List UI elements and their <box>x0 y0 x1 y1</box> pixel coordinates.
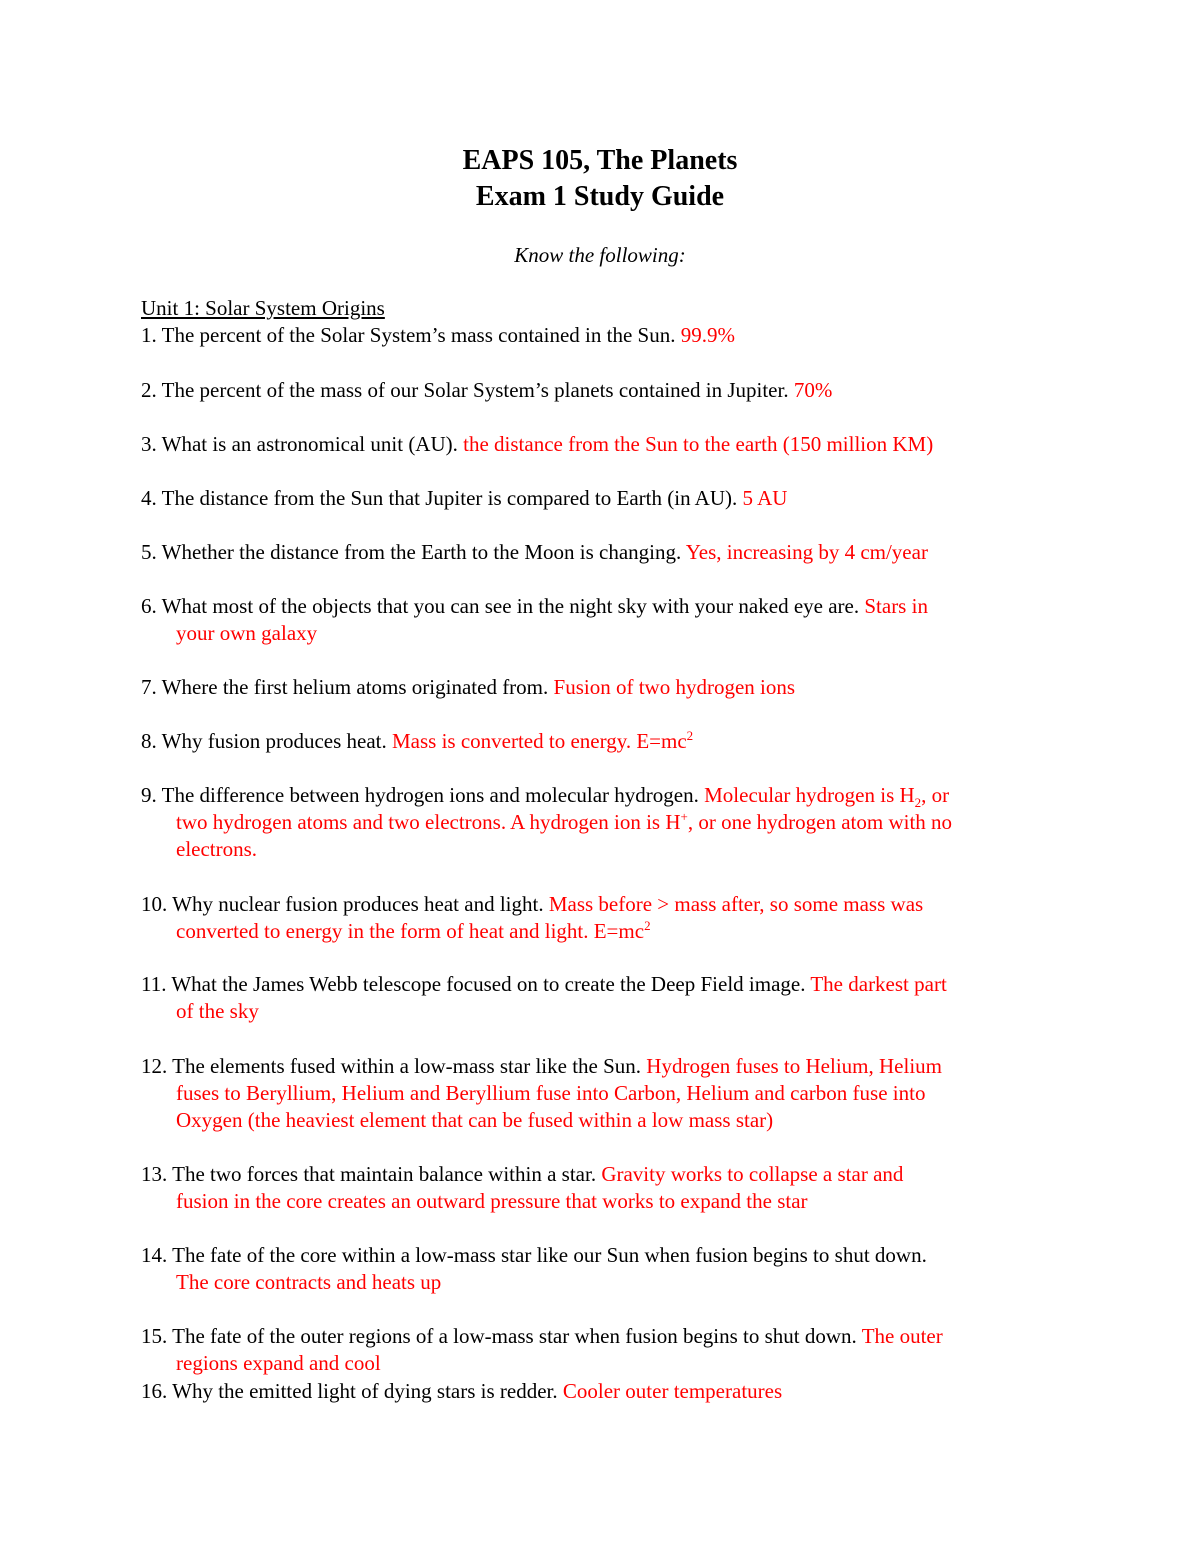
answer-text-continued: regions expand and cool <box>176 1351 381 1375</box>
instruction-text: Know the following: <box>514 243 686 267</box>
guide-title: Exam 1 Study Guide <box>475 181 725 212</box>
question-number: 16. <box>141 1379 168 1403</box>
question-text: The fate of the outer regions of a low-mass star when fusion begins to shut down. <box>172 1324 857 1348</box>
question-number: 7. <box>141 675 157 699</box>
answer-text-continued-2: electrons. <box>176 837 258 861</box>
question-5 <box>141 539 1061 566</box>
answer-text <box>704 783 950 811</box>
question-text: Why nuclear fusion produces heat and light. <box>172 892 544 916</box>
answer-text: Stars in <box>864 594 928 618</box>
question-6 <box>141 593 1061 647</box>
question-number: 12. <box>141 1054 168 1078</box>
answer-text: Cooler outer temperatures <box>562 1379 783 1403</box>
question-number: 10. <box>141 892 168 916</box>
question-text: The percent of the mass of our Solar System’s planets contained in Jupiter. <box>161 378 789 402</box>
answer-text-continued <box>141 809 1061 836</box>
question-text: The percent of the Solar System’s mass contained in the Sun. <box>161 323 676 347</box>
answer-part-1: Molecular hydrogen is H <box>704 783 915 807</box>
superscript: + <box>680 809 688 824</box>
question-3 <box>141 431 1061 458</box>
answer-part-2: converted to energy in the form of heat and light. E=mc <box>176 919 645 943</box>
question-number: 14. <box>141 1243 168 1267</box>
superscript: 2 <box>686 728 694 743</box>
question-text: The fate of the core within a low-mass star like our Sun when fusion begins to shut down. <box>172 1243 927 1267</box>
answer-text: The outer <box>861 1324 943 1348</box>
question-text: Where the first helium atoms originated from. <box>161 675 549 699</box>
question-text: Why fusion produces heat. <box>161 729 387 753</box>
answer-text <box>392 729 693 753</box>
question-16 <box>141 1378 1061 1405</box>
question-text: The distance from the Sun that Jupiter is compared to Earth (in AU). <box>161 486 738 510</box>
superscript: 2 <box>644 918 651 933</box>
question-number: 8. <box>141 729 157 753</box>
answer-text-continued-2: Oxygen (the heaviest element that can be fused within a low mass star) <box>176 1108 774 1132</box>
question-text: What is an astronomical unit (AU). <box>161 432 458 456</box>
answer-text: Hydrogen fuses to Helium, Helium <box>646 1054 942 1078</box>
question-text: What most of the objects that you can see in the night sky with your naked eye are. <box>161 594 860 618</box>
question-15 <box>141 1323 1061 1377</box>
question-14 <box>141 1242 1061 1296</box>
question-number: 6. <box>141 594 157 618</box>
answer-text-continued: your own galaxy <box>176 621 318 645</box>
question-text: The elements fused within a low-mass star like the Sun. <box>172 1054 642 1078</box>
question-text: The two forces that maintain balance within a star. <box>172 1162 597 1186</box>
answer-text: 70% <box>793 378 833 402</box>
question-13 <box>141 1161 1061 1215</box>
question-number: 1. <box>141 323 157 347</box>
question-10 <box>141 891 1061 945</box>
question-8 <box>141 728 1061 755</box>
question-text: Whether the distance from the Earth to the Moon is changing. <box>161 540 682 564</box>
answer-text: The core contracts and heats up <box>176 1270 442 1294</box>
answer-part-1b: , or <box>921 783 950 807</box>
answer-main: Mass is converted to energy. E=mc <box>391 729 687 753</box>
question-1 <box>141 322 1061 349</box>
answer-text-continued <box>141 918 1061 945</box>
subscript: 2 <box>914 795 922 811</box>
question-text: Why the emitted light of dying stars is redder. <box>172 1379 558 1403</box>
question-9 <box>141 782 1061 863</box>
answer-text: Mass before > mass after, so some mass was <box>548 892 924 916</box>
question-number: 9. <box>141 783 157 807</box>
question-text: The difference between hydrogen ions and molecular hydrogen. <box>161 783 699 807</box>
answer-text: 5 AU <box>742 486 788 510</box>
answer-text: Fusion of two hydrogen ions <box>553 675 796 699</box>
answer-text: the distance from the Sun to the earth (150 million KM) <box>463 432 934 456</box>
question-number: 5. <box>141 540 157 564</box>
answer-text-continued: of the sky <box>176 999 259 1023</box>
answer-text: 99.9% <box>680 323 735 347</box>
course-title: EAPS 105, The Planets <box>462 145 738 176</box>
question-number: 4. <box>141 486 157 510</box>
question-4 <box>141 485 1061 512</box>
answer-text: The darkest part <box>810 972 947 996</box>
question-text: What the James Webb telescope focused on to create the Deep Field image. <box>171 972 806 996</box>
answer-text: Yes, increasing by 4 cm/year <box>685 540 928 564</box>
answer-part-2: two hydrogen atoms and two electrons. A hydrogen ion is H <box>176 810 681 834</box>
unit-heading: Unit 1: Solar System Origins <box>141 296 385 320</box>
question-number: 11. <box>141 972 167 996</box>
question-11 <box>141 971 1061 1025</box>
answer-part-2b: , or one hydrogen atom with no <box>687 810 953 834</box>
answer-text-continued: fuses to Beryllium, Helium and Beryllium fuse into Carbon, Helium and carbon fuse into <box>176 1081 926 1105</box>
answer-text: Gravity works to collapse a star and <box>601 1162 904 1186</box>
question-2 <box>141 377 1061 404</box>
question-number: 3. <box>141 432 157 456</box>
question-12 <box>141 1053 1061 1134</box>
question-number: 2. <box>141 378 157 402</box>
question-7 <box>141 674 1061 701</box>
answer-text-continued: fusion in the core creates an outward pressure that works to expand the star <box>176 1189 808 1213</box>
question-number: 13. <box>141 1162 168 1186</box>
question-number: 15. <box>141 1324 168 1348</box>
